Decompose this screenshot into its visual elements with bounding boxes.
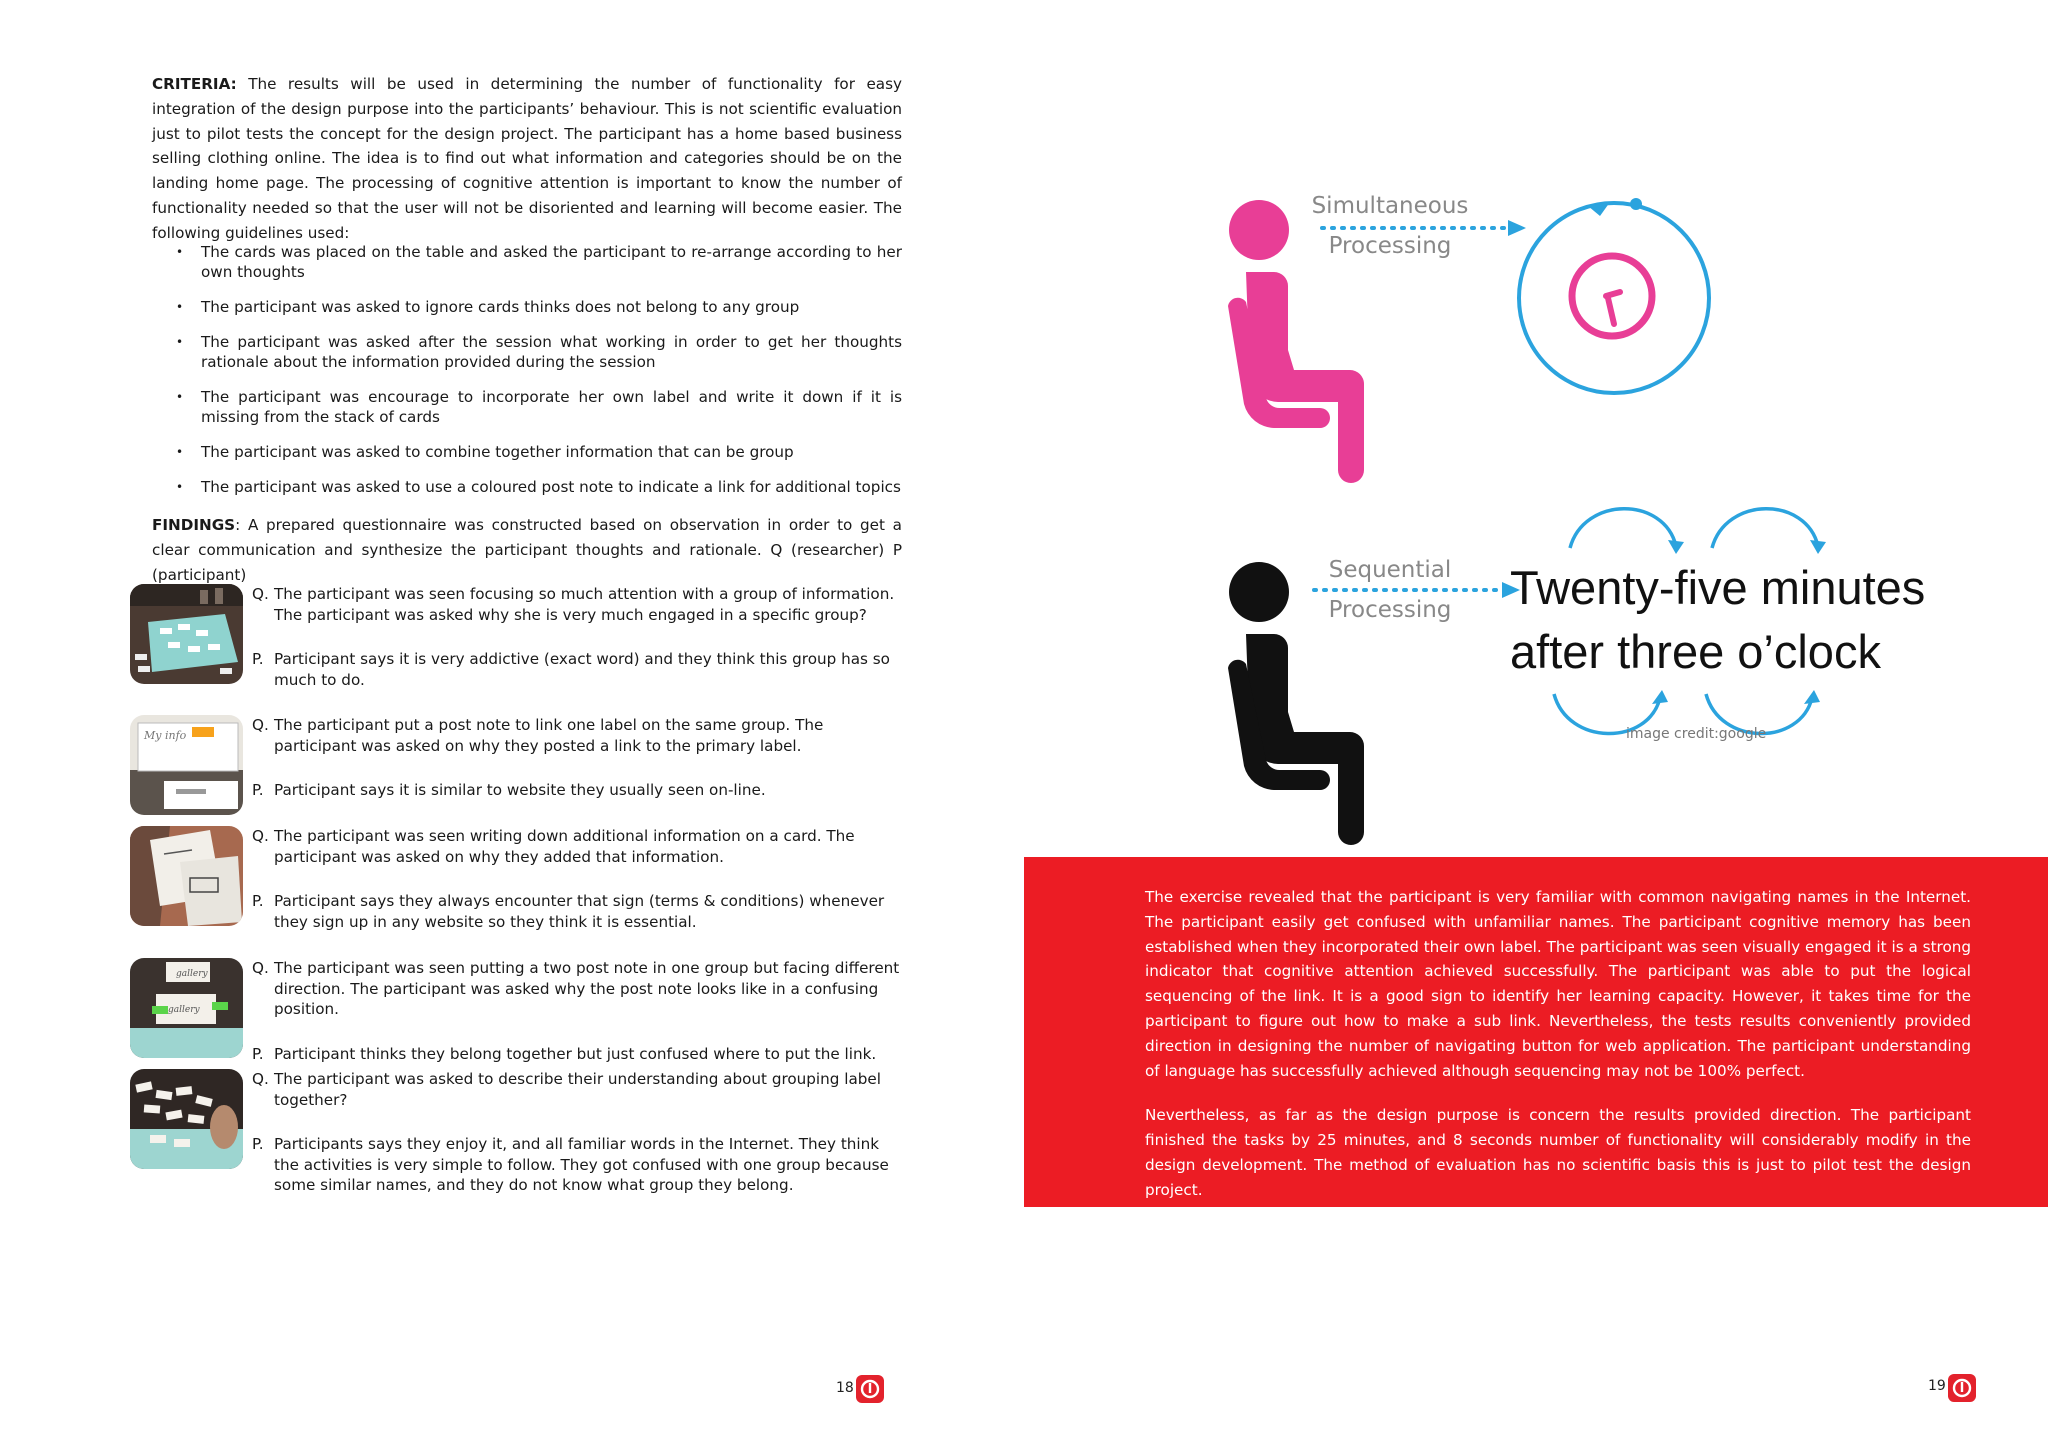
question-text: The participant was seen putting a two post note in one group but facing different direction. The participant was asked why the post note looks like in a confusing position. [274, 959, 900, 1018]
guidelines-list [176, 242, 902, 512]
q-prefix: Q. [252, 827, 269, 845]
dotted-arrow-icon [1320, 218, 1540, 238]
card-sorting-photo-4 [130, 958, 243, 1058]
summary-text [1145, 885, 1971, 1223]
guideline-item: • The participant was asked after the session what working in order to get her thoughts rationale about the information provided during the session [176, 332, 902, 372]
qa-text [252, 826, 902, 951]
qa-text [252, 715, 902, 820]
card-sorting-photo-5 [130, 1069, 243, 1169]
findings-heading: FINDINGS [152, 516, 236, 534]
dotted-arrow-icon [1312, 580, 1532, 600]
q-prefix: Q. [252, 959, 269, 977]
summary-paragraph: Nevertheless, as far as the design purpose is concern the results provided direction. The participant finished the tasks by 25 minutes, and 8 seconds number of functionality will considerably modify in the design development. The method of evaluation has no scientific basis this is just to pilot test the design project. [1145, 1106, 1971, 1199]
time-line-2: after three o’clock [1510, 625, 1881, 678]
logo-badge-icon [856, 1375, 884, 1403]
answer-text: Participant says it is similar to website they usually seen on-line. [274, 781, 766, 799]
answer [252, 780, 902, 801]
question [252, 1069, 902, 1110]
time-line-1: Twenty-five minutes [1510, 561, 1926, 614]
photo-handwritten-label: My info [144, 729, 187, 742]
criteria-paragraph [152, 72, 902, 246]
question-text: The participant was asked to describe their understanding about grouping label together? [274, 1070, 881, 1109]
qa-text [252, 1069, 902, 1215]
answer-text: Participant thinks they belong together but just confused where to put the link. [274, 1044, 877, 1063]
p-prefix: P. [252, 781, 264, 799]
question-text: The participant was seen focusing so much attention with a group of information. The participant was asked why she is very much engaged in a specific group? [274, 585, 895, 624]
photo-card-label-middle: gallery [168, 1005, 200, 1015]
answer-text: Participant says it is very addictive (exact word) and they think this group has so much to do. [274, 650, 890, 689]
answer [252, 1044, 902, 1065]
guideline-item: • The participant was asked to ignore cards thinks does not belong to any group [176, 297, 902, 317]
curved-arrow-icon [1564, 496, 1884, 556]
q-prefix: Q. [252, 585, 269, 603]
question [252, 715, 902, 756]
logo-badge-icon [1948, 1374, 1976, 1402]
q-prefix: Q. [252, 716, 269, 734]
p-prefix: P. [252, 650, 264, 668]
page-number: 19 [1928, 1378, 1946, 1394]
card-sorting-photo-1 [130, 584, 243, 684]
question [252, 584, 902, 625]
findings-text: : A prepared questionnaire was constructed based on observation in order to get a clear communication and synthesize the participant thoughts and rationale. Q (researcher) P (participant) [152, 516, 902, 584]
findings-paragraph [152, 513, 902, 587]
summary-panel [1024, 857, 2048, 1207]
card-sorting-photo-2 [130, 715, 243, 815]
photo-card-label-top: gallery [176, 969, 208, 979]
page-number: 18 [836, 1380, 854, 1396]
answer [252, 649, 902, 690]
criteria-text: The results will be used in determining the number of functionality for easy integration of the design purpose into the participants’ behaviour. This is not scientific evaluation just to pilot tests the concept for the design project. The participant has a home based business selling clothing online. The idea is to find out what information and categories should be on the landing home page. The processing of cognitive attention is important to know the number of functionality needed so that the user will not be disoriented and learning will become easier. The following guidelines used: [152, 75, 902, 242]
qa-text [252, 584, 902, 709]
question [252, 958, 902, 1020]
answer [252, 1134, 902, 1196]
p-prefix: P. [252, 1135, 264, 1153]
right-page [1024, 0, 2048, 1448]
card-sorting-photo-3 [130, 826, 243, 926]
guideline-item: • The participant was asked to use a coloured post note to indicate a link for additional topics [176, 477, 902, 497]
guideline-item: • The participant was asked to combine together information that can be group [176, 442, 902, 462]
criteria-heading: CRITERIA: [152, 75, 237, 93]
answer [252, 891, 902, 932]
answer-text: Participants says they enjoy it, and all familiar words in the Internet. They think the activities is very simple to follow. They got confused with one group because some similar names, and they do not know what group they belong. [274, 1135, 889, 1194]
clock-icon [1512, 192, 1722, 402]
sequential-label-line-1: Sequential [1328, 557, 1452, 583]
sequential-time-text [1510, 556, 2010, 684]
p-prefix: P. [252, 1044, 264, 1063]
p-prefix: P. [252, 892, 264, 910]
question [252, 826, 902, 867]
sequential-label-line-2: Processing [1328, 597, 1452, 623]
image-credit: image credit:google [1626, 726, 1767, 742]
qa-text [252, 958, 902, 1083]
guideline-item: • The cards was placed on the table and asked the participant to re-arrange according to her own thoughts [176, 242, 902, 282]
simultaneous-label-line-2: Processing [1328, 233, 1452, 259]
simultaneous-label-line-1: Simultaneous [1311, 193, 1469, 219]
question-text: The participant put a post note to link one label on the same group. The participant was asked on why they posted a link to the primary label. [274, 716, 824, 755]
summary-paragraph: The exercise revealed that the participant is very familiar with common navigating names in the Internet. The participant easily get confused with unfamiliar names. The participant cognitive memory has been established when they incorporated their own label. The participant was seen visually engaged it is a strong indicator that cognitive attention achieved successfully. The participant was able to put the logical sequencing of the link. It is a good sign to identify her learning capacity. However, it takes time for the participant to figure out how to make a sub link. Nevertheless, the tests results conveniently provided direction in designing the number of navigating button for web application. The participant understanding of language has successfully achieved although sequencing may not be 100% perfect. [1145, 888, 1971, 1080]
q-prefix: Q. [252, 1070, 269, 1088]
guideline-item: • The participant was encourage to incorporate her own label and write it down if it is missing from the stack of cards [176, 387, 902, 427]
answer-text: Participant says they always encounter that sign (terms & conditions) whenever they sign up in any website so they think it is essential. [274, 892, 885, 931]
question-text: The participant was seen writing down additional information on a card. The participant was asked on why they added that information. [274, 827, 855, 866]
